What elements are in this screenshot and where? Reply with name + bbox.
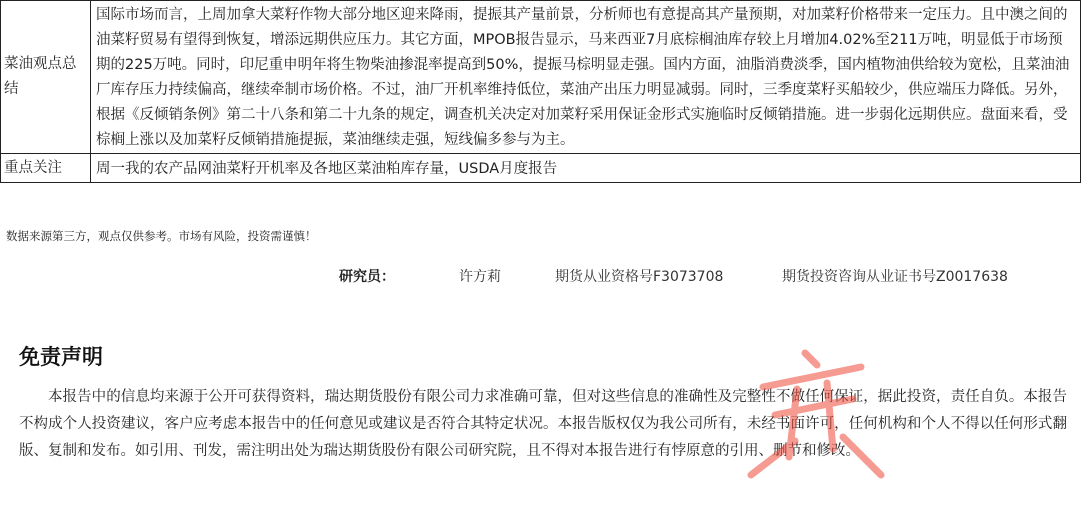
focus-content: 周一我的农产品网油菜籽开机率及各地区菜油粕库存量，USDA月度报告 <box>91 154 1081 183</box>
summary-row-viewpoint <box>1 1 1081 154</box>
researcher-line <box>0 266 1086 288</box>
disclaimer-title: 免责声明 <box>19 345 103 369</box>
disclaimer-body: 本报告中的信息均来源于公开可获得资料，瑞达期货股份有限公司力求准确可靠，但对这些信息的准确性及完整性不做任何保证，据此投资，责任自负。本报告不构成个人投资建议，客户应考虑本报告中的任何意见或建议是否符合其特定状况。本报告版权仅为我公司所有，未经书面许可，任何机构和个人不得以任何形式翻版、复制和发布。如引用、刊发，需注明出处为瑞达期货股份有限公司研究院，且不得对本报告进行有悖原意的引用、删节和修改。 <box>19 389 1067 459</box>
consulting-certificate-number: 期货投资咨询从业证书号Z0017638 <box>782 269 1008 285</box>
researcher-label: 研究员： <box>339 269 395 285</box>
researcher-name: 许方莉 <box>459 269 501 285</box>
futures-qualification-number: 期货从业资格号F3073708 <box>555 269 724 285</box>
source-note: 数据来源第三方，观点仅供参考。市场有风险，投资需谨慎！ <box>6 229 317 243</box>
viewpoint-content: 国际市场而言，上周加拿大菜籽作物大部分地区迎来降雨，提振其产量前景，分析师也有意提高其产量预期，对加菜籽价格带来一定压力。且中澳之间的油菜籽贸易有望得到恢复，增添远期供应压力。其它方面，MPOB报告显示，马来西亚7月底棕榈油库存较上月增加4.02%至211万吨，明显低于市场预期的225万吨。同时，印尼重申明年将生物柴油掺混率提高到50%，提振马棕明显走强。国内方面，油脂消费淡季，国内植物油供给较为宽松，且菜油油厂库存压力持续偏高，继续牵制市场价格。不过，油厂开机率维持低位，菜油产出压力明显减弱。同时，三季度菜籽买船较少，供应端压力降低。另外，根据《反倾销条例》第二十八条和第二十九条的规定，调查机关决定对加菜籽采用保证金形式实施临时反倾销措施。进一步弱化远期供应。盘面来看，受棕榈上涨以及加菜籽反倾销措施提振，菜油继续走强，短线偏多参与为主。 <box>91 1 1081 154</box>
summary-table <box>0 0 1081 183</box>
focus-label: 重点关注 <box>1 154 91 183</box>
summary-row-focus <box>1 154 1081 183</box>
viewpoint-label: 菜油观点总结 <box>1 1 91 154</box>
